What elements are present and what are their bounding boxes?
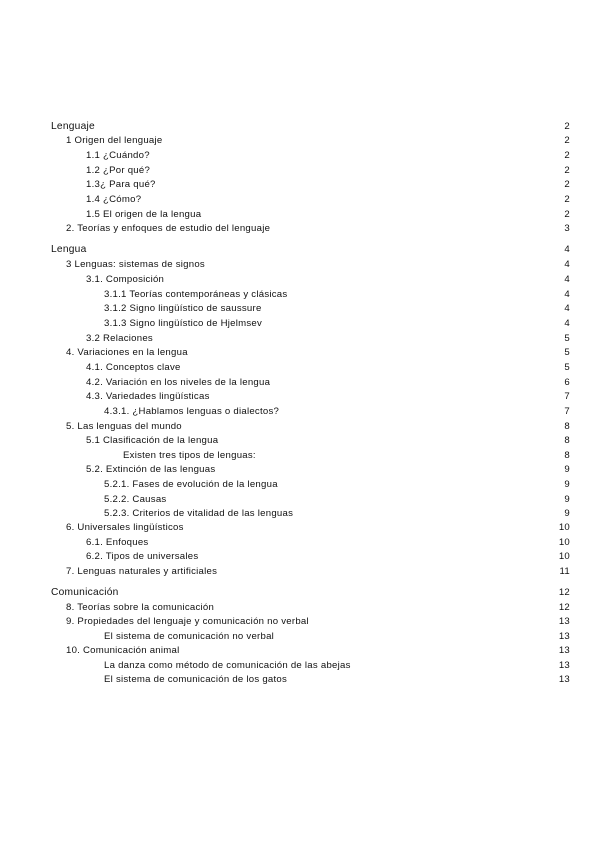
toc-entry[interactable] bbox=[0, 659, 600, 673]
toc-entry[interactable] bbox=[0, 449, 600, 463]
toc-entry[interactable] bbox=[0, 376, 600, 390]
toc-entry-title: 3.1.2 Signo lingüístico de saussure bbox=[104, 303, 262, 314]
toc-entry[interactable] bbox=[0, 149, 600, 163]
toc-page-number: 7 bbox=[564, 391, 570, 402]
toc-entry[interactable] bbox=[0, 521, 600, 535]
toc-section-heading[interactable] bbox=[0, 120, 600, 134]
toc-entry-title: Lengua bbox=[51, 244, 87, 255]
toc-page-number: 3 bbox=[564, 223, 570, 234]
toc-entry[interactable] bbox=[0, 644, 600, 658]
toc-page-number: 6 bbox=[564, 377, 570, 388]
toc-page-number: 4 bbox=[564, 274, 570, 285]
toc-entry-title: 1.3¿ Para qué? bbox=[86, 179, 156, 190]
toc-page-number: 9 bbox=[564, 479, 570, 490]
toc-entry-title: La danza como método de comunicación de las abejas bbox=[104, 660, 351, 671]
toc-page-number: 10 bbox=[558, 551, 570, 562]
toc-entry[interactable] bbox=[0, 134, 600, 148]
toc-entry[interactable] bbox=[0, 478, 600, 492]
toc-page-number: 8 bbox=[564, 421, 570, 432]
toc-page-number: 13 bbox=[558, 674, 570, 685]
toc-entry-title: 6.1. Enfoques bbox=[86, 537, 149, 548]
toc-entry[interactable] bbox=[0, 208, 600, 222]
toc-entry-title: 4.1. Conceptos clave bbox=[86, 362, 181, 373]
toc-entry[interactable] bbox=[0, 193, 600, 207]
toc-entry-title: 3 Lenguas: sistemas de signos bbox=[66, 259, 205, 270]
toc-page-number: 12 bbox=[558, 602, 570, 613]
toc-entry-title: 6. Universales lingüísticos bbox=[66, 522, 184, 533]
toc-entry-title: 10. Comunicación animal bbox=[66, 645, 180, 656]
toc-entry[interactable] bbox=[0, 332, 600, 346]
toc-page-number: 13 bbox=[558, 616, 570, 627]
toc-page-number: 9 bbox=[564, 494, 570, 505]
toc-entry[interactable] bbox=[0, 258, 600, 272]
toc-entry[interactable] bbox=[0, 288, 600, 302]
toc-entry-title: 2. Teorías y enfoques de estudio del lenguaje bbox=[66, 223, 271, 234]
toc-entry-title: Lenguaje bbox=[51, 121, 95, 132]
toc-page-number: 2 bbox=[564, 135, 570, 146]
toc-page-number: 4 bbox=[564, 303, 570, 314]
toc-entry-title: 6.2. Tipos de universales bbox=[86, 551, 199, 562]
toc-entry-title: 4.3. Variedades lingüísticas bbox=[86, 391, 210, 402]
toc-entry[interactable] bbox=[0, 507, 600, 521]
toc-page-number: 2 bbox=[564, 150, 570, 161]
toc-page-number: 8 bbox=[564, 450, 570, 461]
toc-entry[interactable] bbox=[0, 565, 600, 579]
toc-entry[interactable] bbox=[0, 601, 600, 615]
toc-entry-title: 4.3.1. ¿Hablamos lenguas o dialectos? bbox=[104, 406, 280, 417]
toc-entry[interactable] bbox=[0, 420, 600, 434]
toc-page-number: 13 bbox=[558, 645, 570, 656]
toc-entry[interactable] bbox=[0, 317, 600, 331]
toc-entry-title: Comunicación bbox=[51, 587, 119, 598]
toc-entry-title: 3.1.1 Teorías contemporáneas y clásicas bbox=[104, 289, 288, 300]
toc-entry[interactable] bbox=[0, 630, 600, 644]
toc-entry[interactable] bbox=[0, 346, 600, 360]
toc-entry[interactable] bbox=[0, 673, 600, 687]
toc-page-number: 5 bbox=[564, 347, 570, 358]
toc-page-number: 8 bbox=[564, 435, 570, 446]
toc-page-number: 2 bbox=[564, 209, 570, 220]
toc-entry-title: 5.2.1. Fases de evolución de la lengua bbox=[104, 479, 278, 490]
toc-section-heading[interactable] bbox=[0, 586, 600, 600]
toc-entry-title: 5.2.3. Criterios de vitalidad de las lenguas bbox=[104, 508, 294, 519]
toc-entry[interactable] bbox=[0, 178, 600, 192]
toc-entry[interactable] bbox=[0, 405, 600, 419]
toc-page-number: 4 bbox=[564, 244, 570, 255]
toc-page-number: 2 bbox=[564, 121, 570, 132]
toc-entry[interactable] bbox=[0, 493, 600, 507]
toc-page-number: 4 bbox=[564, 259, 570, 270]
toc-entry-title: 5.2.2. Causas bbox=[104, 494, 167, 505]
toc-entry-title: 3.1. Composición bbox=[86, 274, 165, 285]
toc-entry[interactable] bbox=[0, 222, 600, 236]
toc-page-number: 9 bbox=[564, 508, 570, 519]
toc-entry-title: El sistema de comunicación no verbal bbox=[104, 631, 275, 642]
toc-entry-title: 8. Teorías sobre la comunicación bbox=[66, 602, 215, 613]
toc-entry-title: 5.2. Extinción de las lenguas bbox=[86, 464, 216, 475]
toc-page-number: 13 bbox=[558, 660, 570, 671]
toc-entry-title: 3.2 Relaciones bbox=[86, 333, 153, 344]
toc-entry[interactable] bbox=[0, 615, 600, 629]
toc-entry[interactable] bbox=[0, 361, 600, 375]
toc-entry[interactable] bbox=[0, 164, 600, 178]
toc-entry[interactable] bbox=[0, 434, 600, 448]
toc-page-number: 10 bbox=[558, 522, 570, 533]
toc-entry-title: 1.1 ¿Cuándo? bbox=[86, 150, 150, 161]
toc-entry-title: 1 Origen del lenguaje bbox=[66, 135, 163, 146]
toc-entry-title: 9. Propiedades del lenguaje y comunicación no verbal bbox=[66, 616, 309, 627]
toc-section-heading[interactable] bbox=[0, 243, 600, 257]
toc-page-number: 7 bbox=[564, 406, 570, 417]
toc-page-number: 2 bbox=[564, 165, 570, 176]
toc-entry-title: 1.5 El origen de la lengua bbox=[86, 209, 202, 220]
toc-entry-title: 5. Las lenguas del mundo bbox=[66, 421, 182, 432]
toc-entry-title: 3.1.3 Signo lingüístico de Hjelmsev bbox=[104, 318, 263, 329]
toc-entry-title: 4. Variaciones en la lengua bbox=[66, 347, 188, 358]
toc-entry-title: 1.4 ¿Cómo? bbox=[86, 194, 142, 205]
toc-entry-title: El sistema de comunicación de los gatos bbox=[104, 674, 288, 685]
toc-page-number: 11 bbox=[559, 566, 570, 577]
toc-entry-title: 1.2 ¿Por qué? bbox=[86, 165, 151, 176]
toc-entry-title: 7. Lenguas naturales y artificiales bbox=[66, 566, 218, 577]
toc-entry[interactable] bbox=[0, 536, 600, 550]
toc-page-number: 9 bbox=[564, 464, 570, 475]
toc-page-number: 2 bbox=[564, 179, 570, 190]
toc-page-number: 10 bbox=[558, 537, 570, 548]
toc-page-number: 12 bbox=[558, 587, 570, 598]
toc-entry[interactable] bbox=[0, 390, 600, 404]
toc-entry-title: 5.1 Clasificación de la lengua bbox=[86, 435, 219, 446]
toc-page-number: 2 bbox=[564, 194, 570, 205]
toc-entry[interactable] bbox=[0, 302, 600, 316]
toc-page-number: 4 bbox=[564, 289, 570, 300]
toc-page-number: 5 bbox=[564, 333, 570, 344]
toc-entry[interactable] bbox=[0, 273, 600, 287]
toc-entry[interactable] bbox=[0, 463, 600, 477]
toc-entry-title: Existen tres tipos de lenguas: bbox=[123, 450, 256, 461]
toc-page-number: 5 bbox=[564, 362, 570, 373]
toc-page-number: 13 bbox=[558, 631, 570, 642]
toc-entry-title: 4.2. Variación en los niveles de la lengua bbox=[86, 377, 271, 388]
toc-page-number: 4 bbox=[564, 318, 570, 329]
toc-entry[interactable] bbox=[0, 550, 600, 564]
